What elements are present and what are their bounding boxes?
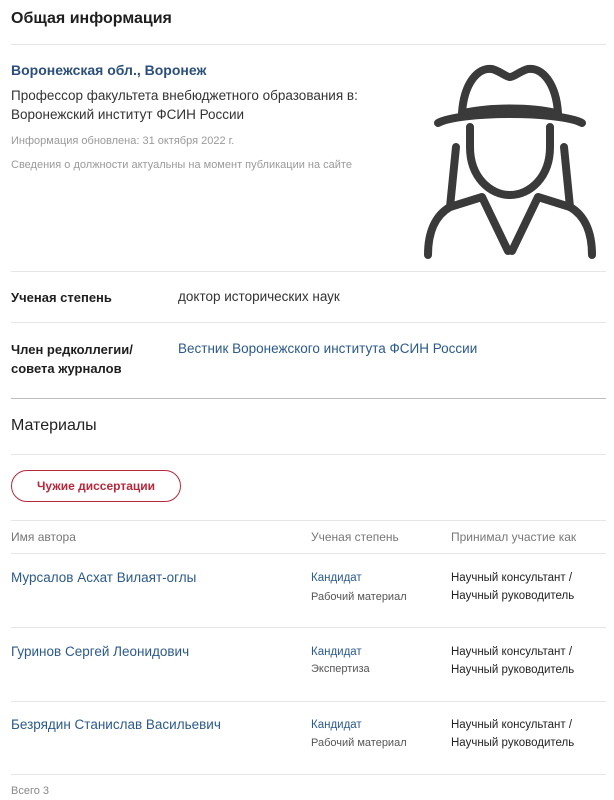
general-info-title: Общая информация bbox=[11, 10, 172, 27]
divider bbox=[11, 627, 606, 628]
divider bbox=[11, 454, 606, 455]
divider bbox=[11, 774, 606, 775]
role-line-1: Научный консультант / bbox=[451, 646, 573, 658]
role-line-2: Научный руководитель bbox=[451, 590, 575, 602]
materials-title: Материалы bbox=[11, 417, 97, 434]
row-role bbox=[451, 716, 574, 752]
row-material-type: Экспертиза bbox=[311, 663, 370, 675]
position-line-2: Воронежский институт ФСИН России bbox=[11, 107, 245, 122]
row-degree: Кандидат bbox=[311, 572, 362, 584]
row-degree: Кандидат bbox=[311, 719, 362, 731]
column-header-degree: Ученая степень bbox=[311, 530, 399, 544]
board-label-line-1: Член редколлегии/ bbox=[11, 342, 133, 357]
role-line-2: Научный руководитель bbox=[451, 664, 575, 676]
board-label bbox=[11, 340, 133, 378]
position-text bbox=[11, 86, 391, 124]
author-link[interactable]: Безрядин Станислав Васильевич bbox=[11, 717, 221, 732]
updated-date: Информация обновлена: 31 октября 2022 г. bbox=[11, 135, 235, 147]
total-count: Всего 3 bbox=[11, 785, 50, 797]
foreign-dissertations-button[interactable]: Чужие диссертации bbox=[11, 470, 181, 502]
board-label-line-2: совета журналов bbox=[11, 361, 122, 376]
divider bbox=[11, 701, 606, 702]
role-line-1: Научный консультант / bbox=[451, 572, 573, 584]
divider bbox=[11, 322, 606, 323]
degree-label: Ученая степень bbox=[11, 290, 112, 305]
region-text: Воронежская обл., Воронеж bbox=[11, 62, 207, 78]
author-link[interactable]: Гуринов Сергей Леонидович bbox=[11, 644, 190, 659]
position-note: Сведения о должности актуальны на момент публикации на сайте bbox=[11, 159, 352, 171]
role-line-2: Научный руководитель bbox=[451, 737, 575, 749]
anonymous-person-hat-icon bbox=[420, 55, 600, 260]
divider bbox=[11, 44, 606, 45]
author-link[interactable]: Мурсалов Асхат Вилаят-оглы bbox=[11, 570, 197, 585]
row-degree: Кандидат bbox=[311, 646, 362, 658]
row-role bbox=[451, 569, 574, 605]
position-line-1: Профессор факультета внебюджетного образования в: bbox=[11, 88, 358, 103]
role-line-1: Научный консультант / bbox=[451, 719, 573, 731]
divider bbox=[11, 520, 606, 521]
divider bbox=[11, 398, 606, 399]
column-header-role: Принимал участие как bbox=[451, 530, 577, 544]
column-header-author: Имя автора bbox=[11, 530, 76, 544]
journal-link[interactable]: Вестник Воронежского института ФСИН России bbox=[178, 341, 478, 356]
row-material-type: Рабочий материал bbox=[311, 591, 407, 603]
degree-value: доктор исторических наук bbox=[178, 289, 340, 304]
divider bbox=[11, 271, 606, 272]
divider bbox=[11, 553, 606, 554]
row-material-type: Рабочий материал bbox=[311, 737, 407, 749]
row-role bbox=[451, 643, 574, 679]
